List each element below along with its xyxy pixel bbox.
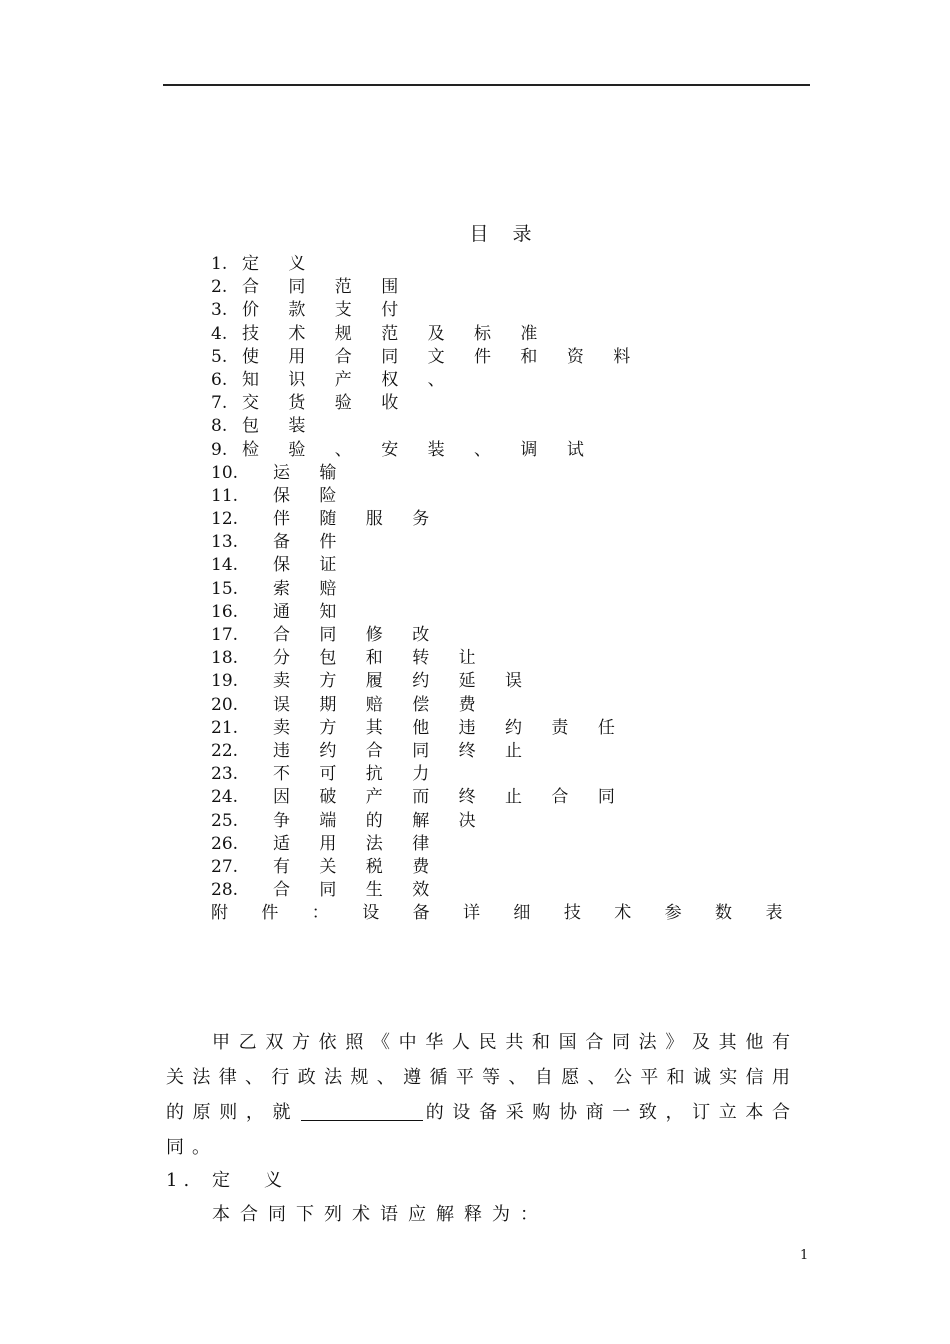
- toc-item-number: 23.: [211, 764, 239, 785]
- toc-item-number: 4.: [211, 323, 228, 344]
- toc-item-label: 交 货 验 收: [242, 393, 411, 414]
- toc-item: [211, 786, 796, 809]
- toc-item-label: 合 同 生 效: [273, 880, 442, 901]
- toc-item: [211, 856, 796, 879]
- toc-item-number: 26.: [211, 833, 239, 854]
- toc-item-label: 技 术 规 范 及 标 准: [242, 323, 550, 344]
- toc-item: [211, 810, 796, 833]
- toc-item: [211, 833, 796, 856]
- toc-title: 目 录: [469, 223, 541, 245]
- toc-item: [211, 717, 796, 740]
- toc-appendix-label: 附 件 ： 设 备 详 细 技 术 参 数 表: [211, 903, 797, 924]
- toc-item-number: 10.: [211, 462, 239, 483]
- toc-item-number: 9.: [211, 439, 228, 460]
- toc-item-label: 因 破 产 而 终 止 合 同: [273, 787, 627, 808]
- toc-item-number: 1.: [211, 254, 228, 274]
- toc-item: [211, 299, 796, 322]
- toc-item-label: 定 义: [242, 254, 318, 274]
- toc-item-label: 运 输: [273, 462, 349, 483]
- toc-item-number: 20.: [211, 694, 239, 715]
- toc-item: [211, 531, 796, 554]
- toc-item-number: 8.: [211, 416, 228, 437]
- toc-item-label: 检 验 、 安 装 、 调 试: [242, 439, 596, 460]
- toc-item-label: 使 用 合 同 文 件 和 资 料: [242, 346, 643, 367]
- toc-item: [211, 578, 796, 601]
- section-1-heading: [166, 1163, 316, 1198]
- toc-item-label: 价 款 支 付: [242, 300, 411, 321]
- toc-item-number: 2.: [211, 277, 228, 298]
- toc-item-label: 合 同 修 改: [273, 625, 442, 645]
- toc-item: [211, 415, 796, 438]
- toc-item: [211, 554, 796, 577]
- toc-item-number: 28.: [211, 880, 239, 901]
- toc-item-label: 包 装: [242, 416, 318, 437]
- toc-item-label: 误 期 赔 偿 费: [273, 694, 488, 715]
- toc-appendix: [211, 902, 796, 925]
- toc-item-number: 15.: [211, 578, 239, 599]
- toc-item: [211, 647, 796, 670]
- toc-item-label: 伴 随 服 务: [273, 509, 442, 530]
- toc-item: [211, 462, 796, 485]
- toc-item-label: 保 证: [273, 555, 349, 576]
- toc-item-number: 11.: [211, 485, 239, 506]
- toc-item: [211, 276, 796, 299]
- toc-item: [211, 369, 796, 392]
- toc-item: [211, 601, 796, 624]
- toc-item-label: 不 可 抗 力: [273, 764, 442, 785]
- toc-item-label: 知 识 产 权 、: [242, 369, 457, 390]
- intro-text-after: 的设备采购协商一致，订立本合同。: [166, 1102, 799, 1158]
- toc-item-number: 12.: [211, 509, 239, 530]
- toc-item-label: 适 用 法 律: [273, 833, 442, 854]
- toc-item: [211, 439, 796, 462]
- project-name-blank: [301, 1100, 423, 1121]
- toc-item: [211, 694, 796, 717]
- intro-paragraph: [166, 1025, 798, 1165]
- toc-item-label: 保 险: [273, 485, 349, 506]
- toc-item: [211, 763, 796, 786]
- toc-item-number: 19.: [211, 671, 239, 692]
- toc-item-label: 有 关 税 费: [273, 856, 442, 877]
- toc-item: [211, 323, 796, 346]
- toc-item-number: 25.: [211, 810, 239, 831]
- section-1-number: 1.: [166, 1170, 196, 1191]
- toc-item: [211, 392, 796, 415]
- toc-item-number: 5.: [211, 346, 228, 367]
- toc-item-number: 16.: [211, 601, 239, 622]
- toc-item: [211, 624, 796, 647]
- toc-item-label: 分 包 和 转 让: [273, 648, 488, 669]
- toc-item: [211, 346, 796, 369]
- section-1-lead: 本合同下列术语应解释为：: [212, 1204, 548, 1225]
- toc-item-number: 14.: [211, 555, 239, 576]
- toc-list: [211, 253, 796, 925]
- toc-item-number: 17.: [211, 625, 239, 645]
- toc-item-label: 卖 方 履 约 延 误: [273, 671, 535, 692]
- toc-item-number: 24.: [211, 787, 239, 808]
- toc-item-label: 备 件: [273, 532, 349, 553]
- page-number: 1: [800, 1248, 809, 1263]
- toc-item-label: 争 端 的 解 决: [273, 810, 488, 831]
- toc-item-label: 通 知: [273, 601, 349, 622]
- toc-item-number: 3.: [211, 300, 228, 321]
- toc-item: [211, 740, 796, 763]
- toc-item-number: 27.: [211, 856, 239, 877]
- toc-item: [211, 879, 796, 902]
- header-rule: [163, 84, 810, 86]
- toc-item-number: 13.: [211, 532, 239, 553]
- section-1-title: 定义: [212, 1170, 316, 1191]
- toc-item: [211, 508, 796, 531]
- toc-item: [211, 670, 796, 693]
- toc-item-number: 7.: [211, 393, 228, 414]
- toc-item-label: 合 同 范 围: [242, 277, 411, 298]
- toc-item-number: 21.: [211, 717, 239, 738]
- toc-item: [211, 485, 796, 508]
- toc-item-number: 18.: [211, 648, 239, 669]
- toc-item-label: 索 赔: [273, 578, 349, 599]
- toc-item-label: 违 约 合 同 终 止: [273, 740, 535, 761]
- toc-item-label: 卖 方 其 他 违 约 责 任: [273, 717, 627, 738]
- intro-text-before: 甲乙双方依照《中华人民共和国合同法》及其他有关法律、行政法规、遵循平等、自愿、公平和诚实信用的原则，就: [166, 1032, 798, 1123]
- toc-item-number: 6.: [211, 369, 228, 390]
- toc-item: [211, 253, 796, 276]
- toc-item-number: 22.: [211, 740, 239, 761]
